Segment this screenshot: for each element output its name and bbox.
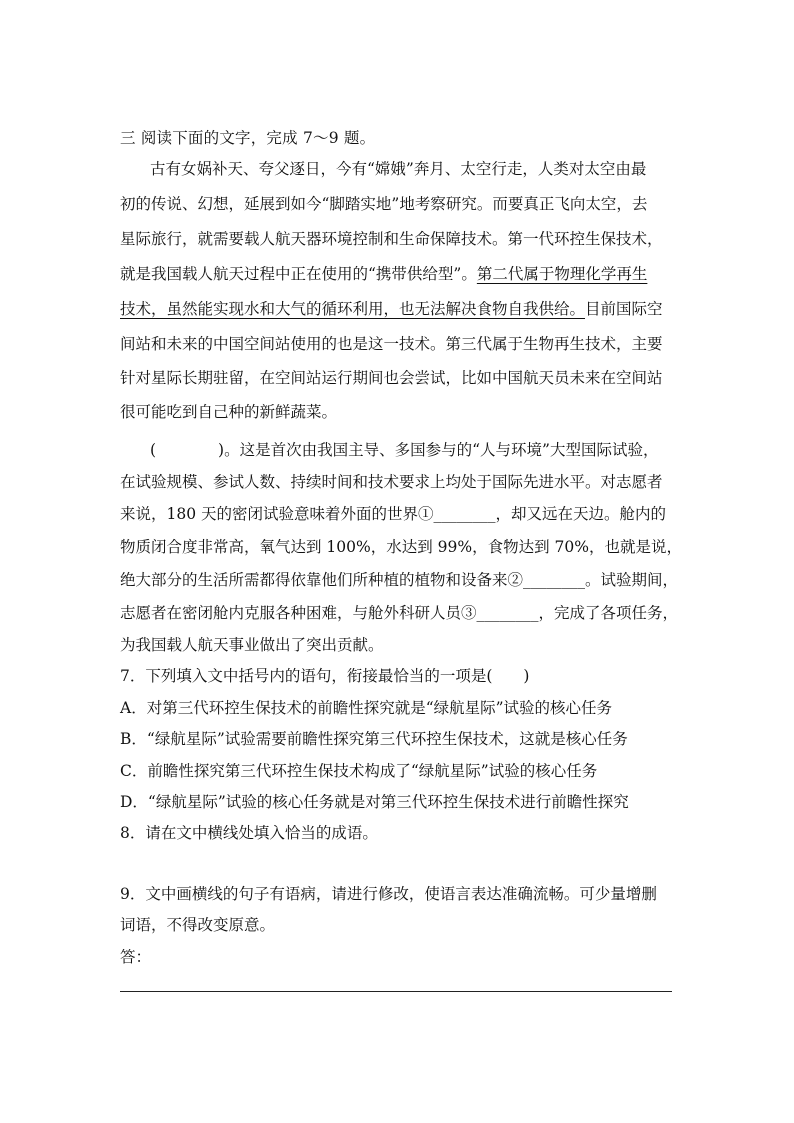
question-9-line-1: 9．文中画横线的句子有语病，请进行修改，使语言表达准确流畅。可少量增删	[120, 885, 657, 903]
passage-1-line-4-text: 就是我国载人航天过程中正在使用的“携带供给型”。	[120, 265, 477, 283]
passage-1-line-3: 星际旅行，就需要载人航天器环境控制和生命保障技术。第一代环控生保技术，	[120, 230, 663, 248]
passage-1-line-7: 针对星际长期驻留，在空间站运行期间也会尝试，比如中国航天员未来在空间站	[120, 369, 663, 387]
passage-2-line-1: ( )。这是首次由我国主导、多国参与的“人与环境”大型国际试验，	[150, 441, 659, 459]
question-7-stem: 7．下列填入文中括号内的语句，衔接最恰当的一项是( )	[120, 667, 530, 685]
passage-1-line-2: 初的传说、幻想，延展到如今“脚踏实地”地考察研究。而要真正飞向太空，去	[120, 195, 648, 213]
passage-2-line-3: 来说，180 天的密闭试验意味着外面的世界①________，却又远在天边。舱内的	[120, 505, 667, 523]
passage-1-line-1: 古有女娲补天、夸父逐日，今有“嫦娥”奔月、太空行走，人类对太空由最	[150, 160, 647, 178]
passage-2-line-5: 绝大部分的生活所需都得依靠他们所种植的植物和设备来②________。试验期间，	[120, 571, 679, 589]
passage-1-line-5-text: 目前国际空	[585, 300, 663, 318]
passage-2-line-7: 为我国载人航天事业做出了突出贡献。	[120, 636, 384, 654]
passage-1-line-8: 很可能吃到自己种的新鲜蔬菜。	[120, 403, 338, 421]
underlined-sentence-part-1: 第二代属于物理化学再生	[476, 265, 648, 283]
question-7-option-b: B．“绿航星际”试验需要前瞻性探究第三代环控生保技术，这就是核心任务	[120, 730, 628, 748]
passage-2-line-4: 物质闭合度非常高，氧气达到 100%，水达到 99%，食物达到 70%，也就是说，	[120, 538, 682, 556]
section-title: 三 阅读下面的文字，完成 7～9 题。	[120, 129, 376, 147]
answer-line	[120, 991, 672, 992]
question-8: 8．请在文中横线处填入恰当的成语。	[120, 824, 378, 842]
passage-1-line-6: 间站和未来的中国空间站使用的也是这一技术。第三代属于生物再生技术，主要	[120, 335, 663, 353]
passage-2-line-2: 在试验规模、参试人数、持续时间和技术要求上均处于国际先进水平。对志愿者	[120, 473, 663, 491]
question-7-option-c: C．前瞻性探究第三代环控生保技术构成了“绿航星际”试验的核心任务	[120, 762, 598, 780]
question-7-option-d: D．“绿航星际”试验的核心任务就是对第三代环控生保技术进行前瞻性探究	[120, 793, 629, 811]
answer-label: 答：	[120, 948, 152, 966]
question-9-line-2: 词语，不得改变原意。	[120, 916, 276, 934]
passage-2-line-6: 志愿者在密闭舱内克服各种困难，与舱外科研人员③________，完成了各项任务，	[120, 604, 679, 622]
passage-1-line-5	[120, 299, 663, 319]
passage-1-line-4	[120, 264, 647, 284]
question-7-option-a: A．对第三代环控生保技术的前瞻性探究就是“绿航星际”试验的核心任务	[120, 699, 613, 717]
underlined-sentence-part-2: 技术，虽然能实现水和大气的循环利用，也无法解决食物自我供给。	[120, 300, 586, 318]
